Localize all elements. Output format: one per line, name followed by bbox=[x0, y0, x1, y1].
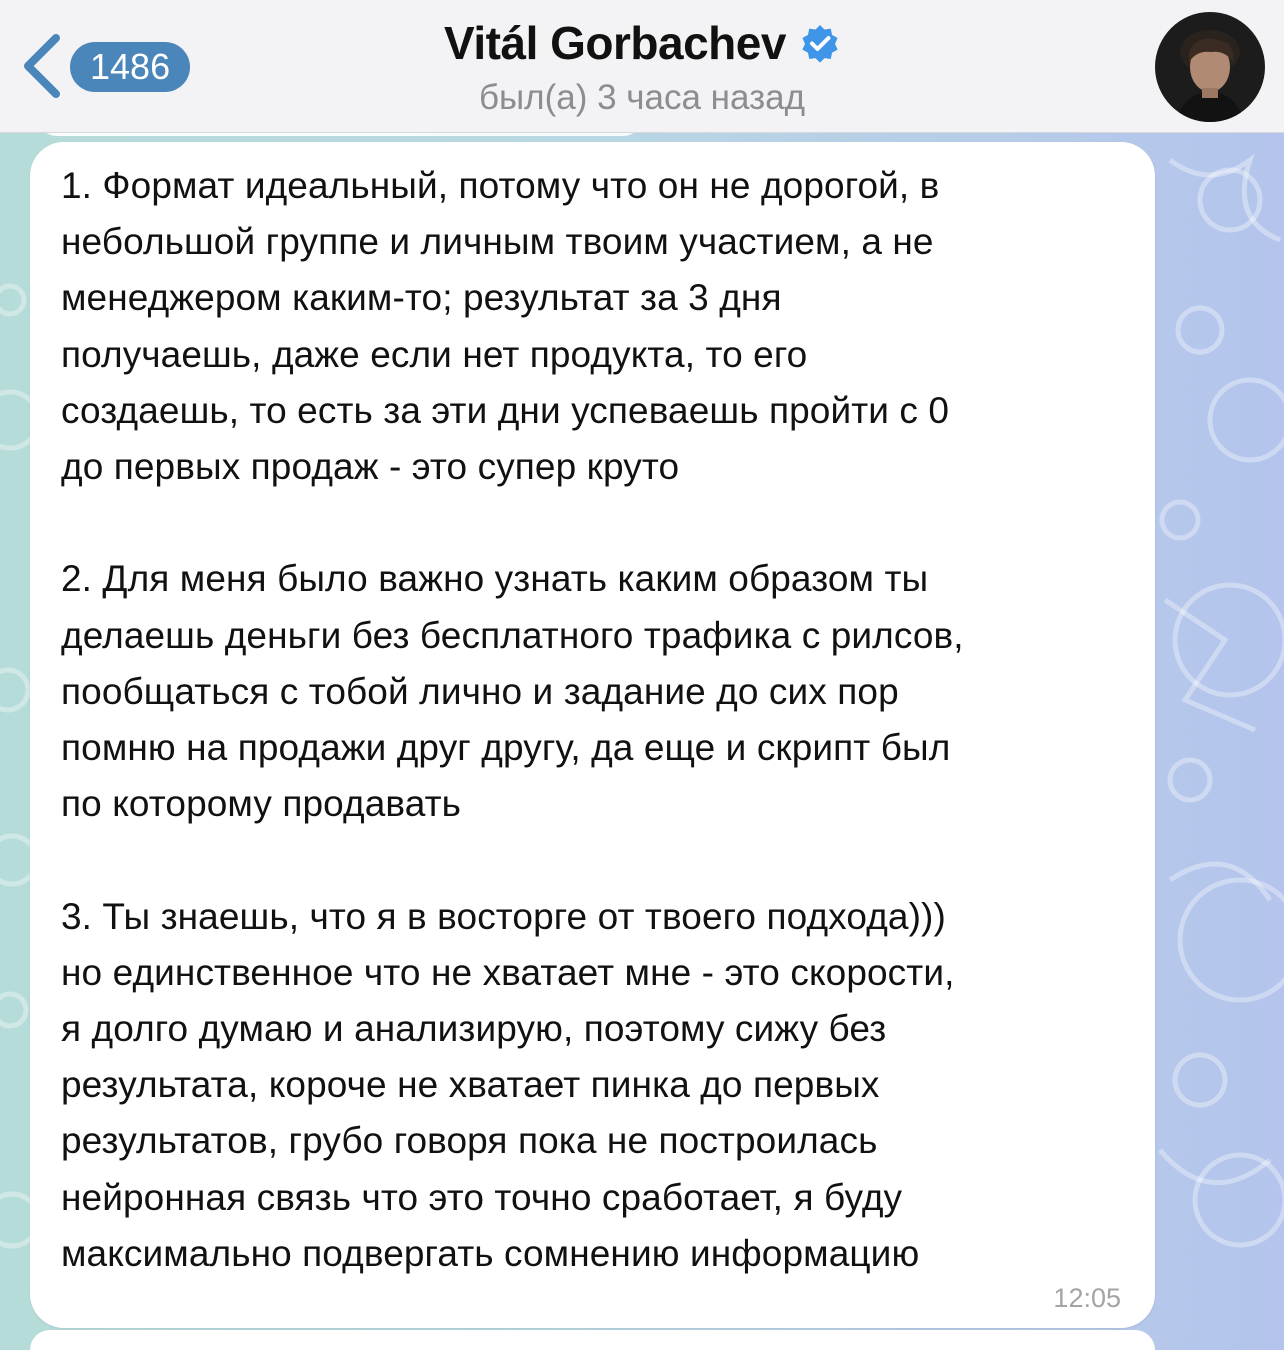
chat-title[interactable] bbox=[300, 14, 984, 122]
chevron-left-icon bbox=[16, 30, 66, 102]
message-timestamp: 12:05 bbox=[1053, 1283, 1121, 1313]
back-button[interactable] bbox=[16, 30, 206, 102]
contact-name bbox=[300, 14, 984, 72]
avatar-image bbox=[1155, 12, 1265, 122]
contact-avatar[interactable] bbox=[1155, 12, 1265, 122]
last-seen-status: был(а) 3 часа назад bbox=[478, 78, 806, 117]
next-message-bubble-edge bbox=[30, 1330, 1155, 1350]
contact-name-text: Vitál Gorbachev bbox=[444, 17, 786, 69]
message-text: 1. Формат идеальный, потому что он не дорогой, в небольшой группе и личным твоим участием, а не менеджером каким-то; результат за 3 дня получаешь, даже если нет продукта, то его создаешь, то есть за эти дни успеваешь пройти с 0 до первых продаж - это супер круто 2. Для меня было важно узнать каким образом ты делаешь деньги без бесплатного трафика с рилсов, пообщаться с тобой лично и задание до сих пор помню на продажи друг другу, да еще и скрипт был по которому продавать 3. Ты знаешь, что я в восторге от твоего подхода))) но единственное что не хватает мне - это скорости, я долго думаю и анализирую, поэтому сижу без результата, короче не хватает пинка до первых результатов, грубо говоря пока не построилась нейронная связь что это точно сработает, я буду максимально подвергать сомнению информацию bbox=[61, 165, 964, 1274]
chat-header bbox=[0, 0, 1284, 133]
verified-badge-icon bbox=[800, 23, 840, 63]
unread-count-badge: 1486 bbox=[70, 42, 190, 92]
incoming-message-bubble[interactable] bbox=[30, 142, 1155, 1328]
